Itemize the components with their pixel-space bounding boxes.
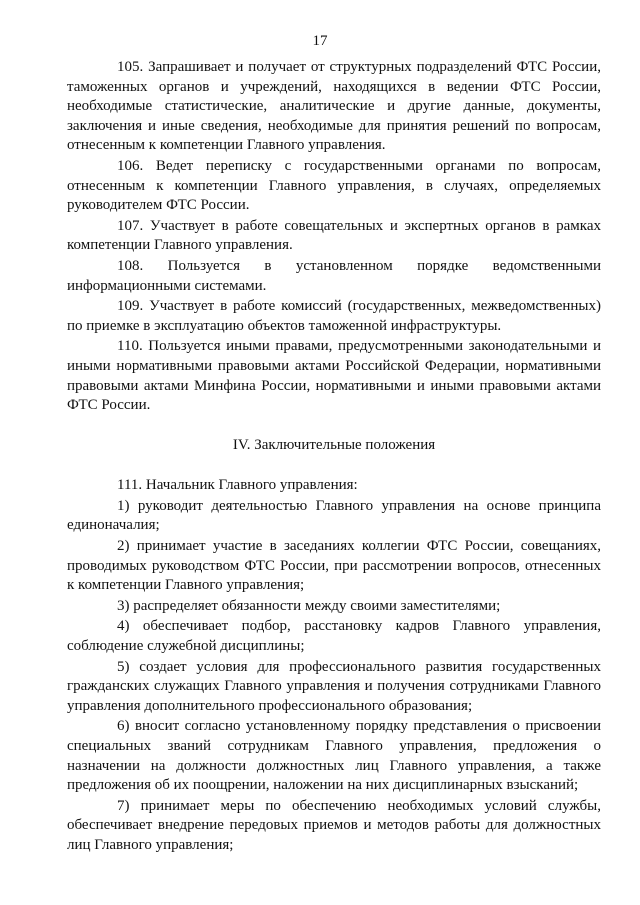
list-item-6: 6) вносит согласно установленному порядку представления о присвоении специальных званий сотрудникам Главного управления, предложения о назначении на должности должностных лиц Главного управления, а также предложения об их поощрении, наложении на них дисциплинарных взысканий; [67,718,601,794]
document-body [67,58,601,856]
list-item-2: 2) принимает участие в заседаниях коллегии ФТС России, совещаниях, проводимых руководством ФТС России, при рассмотрении вопросов, отнесенных к компетенции Главного управления; [67,538,601,594]
paragraph-105: 105. Запрашивает и получает от структурных подразделений ФТС России, таможенных органов и учреждений, находящихся в ведении ФТС России, необходимые статистические, аналитические и другие данные, документы, заключения и иные сведения, необходимые для принятия решений по вопросам, отнесенным к компетенции Главного управления. [67,59,601,154]
paragraph-107: 107. Участвует в работе совещательных и экспертных органов в рамках компетенции Главного управления. [67,217,601,254]
list-item-4: 4) обеспечивает подбор, расстановку кадров Главного управления, соблюдение служебной дисциплины; [67,618,601,655]
list-item-5: 5) создает условия для профессионального развития государственных гражданских служащих Главного управления и получения сотрудниками Главного управления дополнительного профессионального образования; [67,658,601,714]
section-heading: IV. Заключительные положения [232,436,436,453]
list-item-3: 3) распределяет обязанности между своими заместителями; [117,597,501,614]
paragraph-108: 108. Пользуется в установленном порядке ведомственными информационными системами. [67,257,601,294]
list-item-1: 1) руководит деятельностью Главного управления на основе принципа единоначалия; [67,497,601,534]
paragraph-111: 111. Начальник Главного управления: [117,477,358,494]
page-number: 17 [312,33,328,49]
paragraph-109: 109. Участвует в работе комиссий (государственных, межведомственных) по приемке в эксплуатацию объектов таможенной инфраструктуры. [67,298,601,334]
paragraph-110: 110. Пользуется иными правами, предусмотренными законодательными и иными нормативными правовыми актами Российской Федерации, нормативными правовыми актами Минфина России, нормативными и иными правовыми актами ФТС России. [67,338,601,414]
list-item-7: 7) принимает меры по обеспечению необходимых условий службы, обеспечивает внедрение передовых приемов и методов работы для должностных лиц Главного управления; [67,797,601,853]
paragraph-106: 106. Ведет переписку с государственными органами по вопросам, отнесенным к компетенции Главного управления, в случаях, определяемых руководителем ФТС России. [67,157,601,214]
